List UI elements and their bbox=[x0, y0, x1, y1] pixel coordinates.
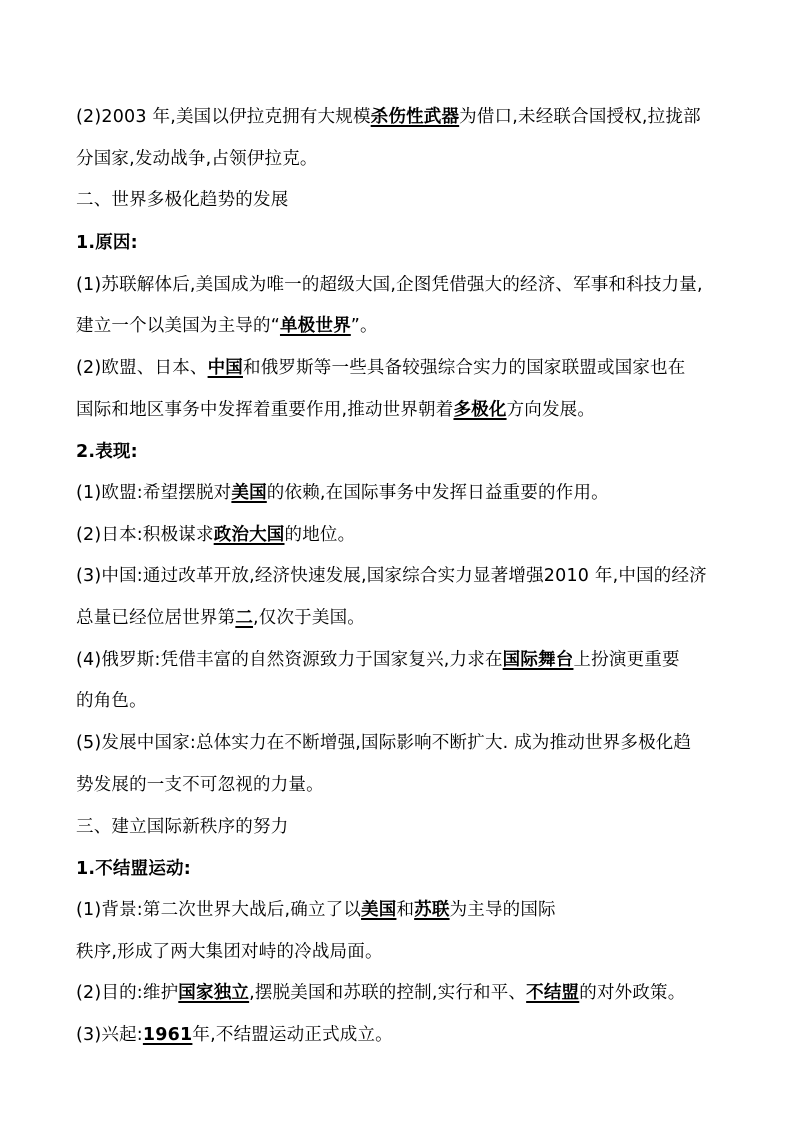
keyword: 不结盟 bbox=[526, 983, 580, 1003]
text-run: 总量已经位居世界第 bbox=[76, 608, 236, 628]
text-run: ,摆脱美国和苏联的控制,实行和平、 bbox=[249, 983, 527, 1003]
text-run: (2)2003 年,美国以伊拉克拥有大规模 bbox=[76, 107, 371, 127]
text-run: (2)日本:积极谋求 bbox=[76, 525, 214, 545]
line-8 bbox=[76, 398, 595, 422]
text-run: (5)发展中国家:总体实力在不断增强,国际影响不断扩大. 成为推动世界多极化趋 bbox=[76, 733, 692, 753]
section-heading: 1.原因: bbox=[76, 233, 138, 253]
keyword: 多极化 bbox=[453, 400, 507, 420]
line-23 bbox=[76, 1023, 393, 1047]
line-6 bbox=[76, 314, 378, 338]
text-run: (3)中国:通过改革开放,经济快速发展,国家综合实力显著增强2010 年,中国的经济 bbox=[76, 566, 707, 586]
text-run: (2)欧盟、日本、 bbox=[76, 358, 208, 378]
keyword: 苏联 bbox=[414, 900, 450, 920]
line-10 bbox=[76, 481, 609, 505]
line-16 bbox=[76, 731, 691, 755]
line-1 bbox=[76, 105, 701, 129]
line-12 bbox=[76, 564, 707, 588]
text-run: 和 bbox=[396, 900, 415, 920]
line-7 bbox=[76, 356, 686, 380]
line-2 bbox=[76, 147, 318, 171]
line-19 bbox=[76, 857, 191, 881]
text-run: (1)欧盟:希望摆脱对 bbox=[76, 483, 232, 503]
text-run: 的对外政策。 bbox=[579, 983, 686, 1003]
text-run: (3)兴起: bbox=[76, 1025, 143, 1045]
text-run: 分国家,发动战争,占领伊拉克。 bbox=[76, 149, 318, 169]
text-run: 三、建立国际新秩序的努力 bbox=[76, 817, 289, 837]
text-run: 建立一个以美国为主导的“ bbox=[76, 316, 280, 336]
text-run: 年,不结盟运动正式成立。 bbox=[192, 1025, 393, 1045]
keyword: 二 bbox=[235, 608, 254, 628]
line-5 bbox=[76, 273, 703, 297]
line-20 bbox=[76, 898, 556, 922]
line-17 bbox=[76, 773, 324, 797]
keyword: 中国 bbox=[207, 358, 243, 378]
text-run: 国际和地区事务中发挥着重要作用,推动世界朝着 bbox=[76, 400, 454, 420]
line-21 bbox=[76, 940, 383, 964]
text-run: 秩序,形成了两大集团对峙的冷战局面。 bbox=[76, 942, 383, 962]
line-3 bbox=[76, 188, 288, 212]
text-run: 的依赖,在国际事务中发挥日益重要的作用。 bbox=[266, 483, 609, 503]
text-run: 和俄罗斯等一些具备较强综合实力的国家联盟或国家也在 bbox=[243, 358, 686, 378]
text-run: 的地位。 bbox=[284, 525, 356, 545]
text-run: 方向发展。 bbox=[506, 400, 596, 420]
line-22 bbox=[76, 981, 685, 1005]
keyword: 美国 bbox=[231, 483, 267, 503]
text-run: 为借口,未经联合国授权,拉拢部 bbox=[459, 107, 701, 127]
line-13 bbox=[76, 606, 365, 630]
text-run: (4)俄罗斯:凭借丰富的自然资源致力于国家复兴,力求在 bbox=[76, 650, 503, 670]
text-run: (2)目的:维护 bbox=[76, 983, 179, 1003]
keyword: 杀伤性武器 bbox=[370, 107, 460, 127]
text-run: 的角色。 bbox=[76, 691, 147, 711]
line-11 bbox=[76, 523, 355, 547]
text-run: 上扮演更重要 bbox=[573, 650, 680, 670]
line-18 bbox=[76, 815, 288, 839]
line-15 bbox=[76, 689, 147, 713]
line-14 bbox=[76, 648, 680, 672]
text-run: 二、世界多极化趋势的发展 bbox=[76, 190, 289, 210]
section-heading: 1.不结盟运动: bbox=[76, 859, 191, 879]
text-run: ”。 bbox=[350, 316, 378, 336]
text-run: 势发展的一支不可忽视的力量。 bbox=[76, 775, 324, 795]
text-run: 为主导的国际 bbox=[449, 900, 556, 920]
section-heading: 2.表现: bbox=[76, 442, 138, 462]
keyword: 美国 bbox=[361, 900, 397, 920]
keyword: 国际舞台 bbox=[502, 650, 574, 670]
line-4 bbox=[76, 231, 138, 255]
keyword: 国家独立 bbox=[178, 983, 250, 1003]
text-run: ,仅次于美国。 bbox=[253, 608, 365, 628]
line-9 bbox=[76, 440, 138, 464]
text-run: (1)背景:第二次世界大战后,确立了以 bbox=[76, 900, 362, 920]
keyword: 单极世界 bbox=[279, 316, 351, 336]
keyword: 1961 bbox=[142, 1025, 193, 1045]
text-run: (1)苏联解体后,美国成为唯一的超级大国,企图凭借强大的经济、军事和科技力量, bbox=[76, 275, 703, 295]
keyword: 政治大国 bbox=[213, 525, 285, 545]
